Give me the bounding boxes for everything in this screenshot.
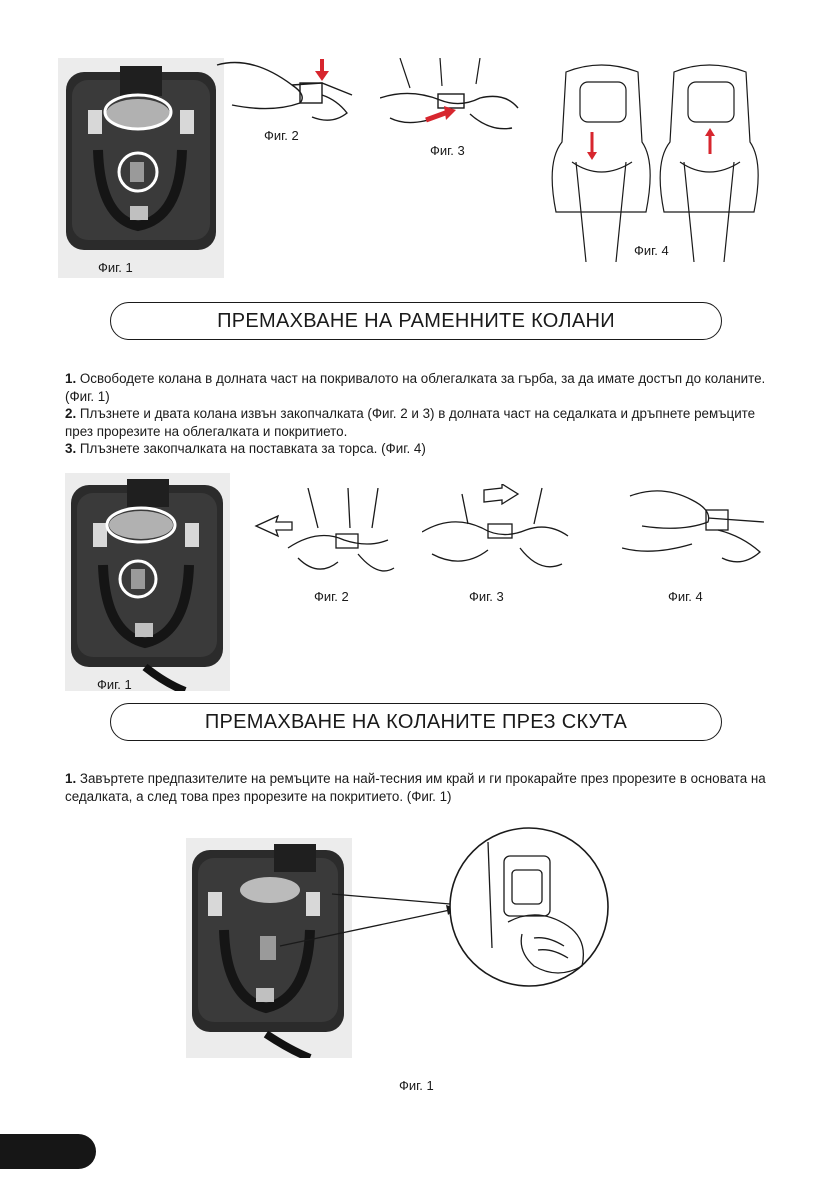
- fig3-caption-middle: Фиг. 3: [469, 589, 504, 604]
- fig4-caption-top: Фиг. 4: [634, 243, 669, 258]
- fig4-caption-middle: Фиг. 4: [668, 589, 703, 604]
- instructions-lap-straps: [65, 770, 785, 805]
- step-1: 1. Освободете колана в долната част на покривалото на облегалката за гърба, за да имате достъп до коланите. (Фиг. 1): [65, 371, 766, 404]
- fig1-caption-top: Фиг. 1: [98, 260, 133, 275]
- fig2-caption-top: Фиг. 2: [264, 128, 299, 143]
- seat-base-photo-top: [58, 58, 224, 278]
- fig3-caption-top: Фиг. 3: [430, 143, 465, 158]
- buckle-drawing-fig3-top: [380, 58, 520, 142]
- section-title-lap-straps: ПРЕМАХВАНЕ НА КОЛАНИТЕ ПРЕЗ СКУТА: [110, 703, 722, 741]
- fig1-caption-bottom: Фиг. 1: [399, 1078, 434, 1093]
- fig2-caption-middle: Фиг. 2: [314, 589, 349, 604]
- section-title-shoulder-straps: ПРЕМАХВАНЕ НА РАМЕННИТЕ КОЛАНИ: [110, 302, 722, 340]
- step-2: 2. Плъзнете и двата колана извън закопчалката (Фиг. 2 и 3) в долната част на седалката и дръпнете ремъците през прорезите на облегалката и покритието.: [65, 406, 756, 439]
- fig1-caption-middle: Фиг. 1: [97, 677, 132, 692]
- buckle-drawing-fig4-middle: [622, 486, 764, 576]
- strap-guard-detail-circle: [448, 826, 610, 988]
- buckle-drawing-fig2-middle: [248, 488, 396, 584]
- instructions-shoulder-straps: [65, 370, 785, 458]
- car-seat-drawing-fig4: [546, 62, 766, 267]
- page-number-tab: [0, 1134, 96, 1169]
- seat-base-photo-middle: [65, 473, 230, 691]
- buckle-drawing-fig3-middle: [422, 484, 570, 580]
- pointer-lines: [260, 880, 460, 970]
- buckle-drawing-fig2-top: [212, 55, 354, 135]
- step-3: 3. Плъзнете закопчалката на поставката за торса. (Фиг. 4): [65, 441, 426, 456]
- step-1-lap: 1. Завъртете предпазителите на ремъците на най-тесния им край и ги прокарайте през прорезите в основата на седалката, а след това през прорезите на покритието. (Фиг. 1): [65, 771, 766, 804]
